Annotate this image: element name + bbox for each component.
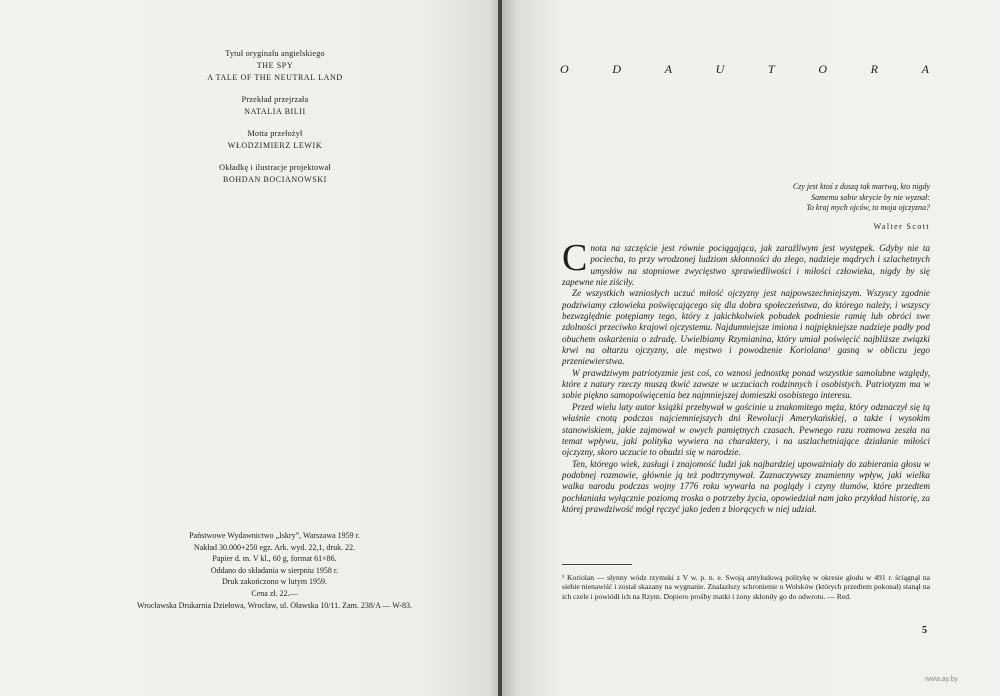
paragraph: Przed wielu laty autor książki przebywał w gościnie u znakomitego męża, który odznaczył się tą właśnie cnotą podczas najciemniejszych dni Rewolucji Amerykańskiej, a także i wysokim stanowiskiem, jakie zajmował w owych pamiętnych czasach. Pewnego razu rozmowa zeszła na temat wpływu, jaki polityka wywiera na charaktery, i na uszlachetniające działanie miłości ojczyzny, skoro uczucie to obudzi się w narodzie. <box>562 401 930 458</box>
heading-letter: A <box>921 62 930 76</box>
imprint-line: Cena zł. 22.— <box>251 588 298 598</box>
imprint-block <box>92 530 457 611</box>
footnote: ¹ Koriolan — słynny wódz rzymski z V w. p. n. e. Swoją antyludową politykę w okresie głodu w 491 r. ściągnął na siebie nienawiść i został skazany na wygnanie. Znalazłszy schronienie u Wolsków (których przedtem pokonał) stanął na ich czele i powiódł ich na Rzym. Dopiero prośby matki i żony skłoniły go do odwrotu. — Red. <box>562 573 930 601</box>
paragraph: W prawdziwym patriotyzmie jest coś, co wznosi jednostkę ponad wszystkie samolubne względy, które z natury rzeczy muszą tkwić zawsze w uczuciach rodzinnych i osobistych. Patriotyzm ma w sobie piękno samopoświęcenia bez najmniejszej domieszki osobistego interesu. <box>562 367 930 401</box>
credit-subtitle: A TALE OF THE NEUTRAL LAND <box>207 73 343 82</box>
epigraph-line: Czy jest ktoś z duszą tak martwą, kto nigdy <box>792 182 930 191</box>
credit-label: Tytuł oryginału angielskiego <box>225 49 325 58</box>
credit-name: BOHDAN BOCIANOWSKI <box>223 175 327 184</box>
imprint-line: Państwowe Wydawnictwo „Iskry”, Warszawa 1959 r. <box>189 531 360 540</box>
imprint-line: Nakład 30.000+250 egz. Ark. wyd. 22,1, druk. 22. <box>193 542 356 552</box>
epigraph-line: To kraj mych ojców, to moja ojczyzna? <box>806 203 930 212</box>
epigraph <box>690 182 930 232</box>
credit-name: NATALIA BILII <box>244 107 306 116</box>
drop-cap: C <box>562 237 588 279</box>
heading-letter: O <box>560 62 570 76</box>
heading-letter: A <box>664 62 673 76</box>
imprint-line: Wrocławska Drukarnia Dziełowa, Wrocław, ul. Oławska 10/11. Zam. 238/A — W-83. <box>136 600 413 610</box>
chapter-heading <box>560 62 930 77</box>
paragraph: Ze wszystkich wzniosłych uczuć miłość ojczyzny jest najpowszechniejszym. Wszyscy zgodnie podziwiamy człowieka poświęcającego się dla dobra społeczeństwa, do którego należy, i wszyscy bezwzględnie potępiamy tego, który z jakichkolwiek pobudek podniesie ramię lub obróci swe zdolności przeciwko krajowi ojczystemu. Najdumniejsze imiona i najpiękniejsze nadzieje padły pod obuchem oskarżenia o zdradę. Uwielbiamy Rzymianina, który umiał poświęcić najbliższe związki krwi na ołtarzu ojczyzny, ale męstwo i powodzenie Koriolana¹ gasną w obliczu jego przeniewierstwa. <box>562 288 930 367</box>
watermark: www.ay.by <box>925 676 958 683</box>
imprint-line: Papier d. m. V kl., 60 g, format 61×86. <box>212 554 337 564</box>
heading-letter: T <box>767 62 776 76</box>
paragraph: Cnota na szczęście jest równie pociągająca, jak zaraźliwym jest występek. Gdyby nie ta pociecha, to przy wrodzonej ludziom skłonności do złego, nadzieje mądrych i szlachetnych umysłów na stopniowe zwycięstwo sprawiedliwości i miłości człowieka, nigdy by się zapewne nie ziściły. <box>562 237 930 288</box>
heading-letter: U <box>715 62 726 76</box>
credit-name: WŁODZIMIERZ LEWIK <box>227 141 323 150</box>
heading-letter: O <box>818 62 828 76</box>
page-number: 5 <box>922 625 927 636</box>
credit-label: Przekład przejrzała <box>241 95 309 104</box>
epigraph-line: Samemu sobie skrycie by nie wyznał: <box>811 192 930 202</box>
body-text <box>562 237 930 515</box>
credit-label: Okładkę i ilustracje projektował <box>219 163 331 172</box>
credits-block <box>180 48 370 186</box>
heading-letter: D <box>612 62 622 76</box>
heading-letter: R <box>870 62 879 76</box>
footnote-rule <box>562 564 632 565</box>
epigraph-author: Walter Scott <box>873 221 930 231</box>
credit-label: Motta przełożył <box>247 129 303 138</box>
imprint-line: Druk zakończono w lutym 1959. <box>221 577 328 587</box>
imprint-line: Oddano do składania w sierpniu 1958 r. <box>210 565 339 575</box>
paragraph: Ten, którego wiek, zasługi i znajomość ludzi jak najbardziej upoważniały do zabierania głosu w podobnej rozmowie, głównie ją też podtrzymywał. Zaznaczywszy znamienny wpływ, jaki wielka walka narodu podczas wojny 1776 roku wywarła na poglądy i czyny tłumów, które przedtem pochłaniała wyłącznie poziomą troska o potrzeby życia, opowiedział nam jako przykład historię, za której prawdziwość mógł ręczyć jako jeden z biorących w niej udział. <box>562 458 930 514</box>
credit-title: THE SPY <box>256 61 294 70</box>
